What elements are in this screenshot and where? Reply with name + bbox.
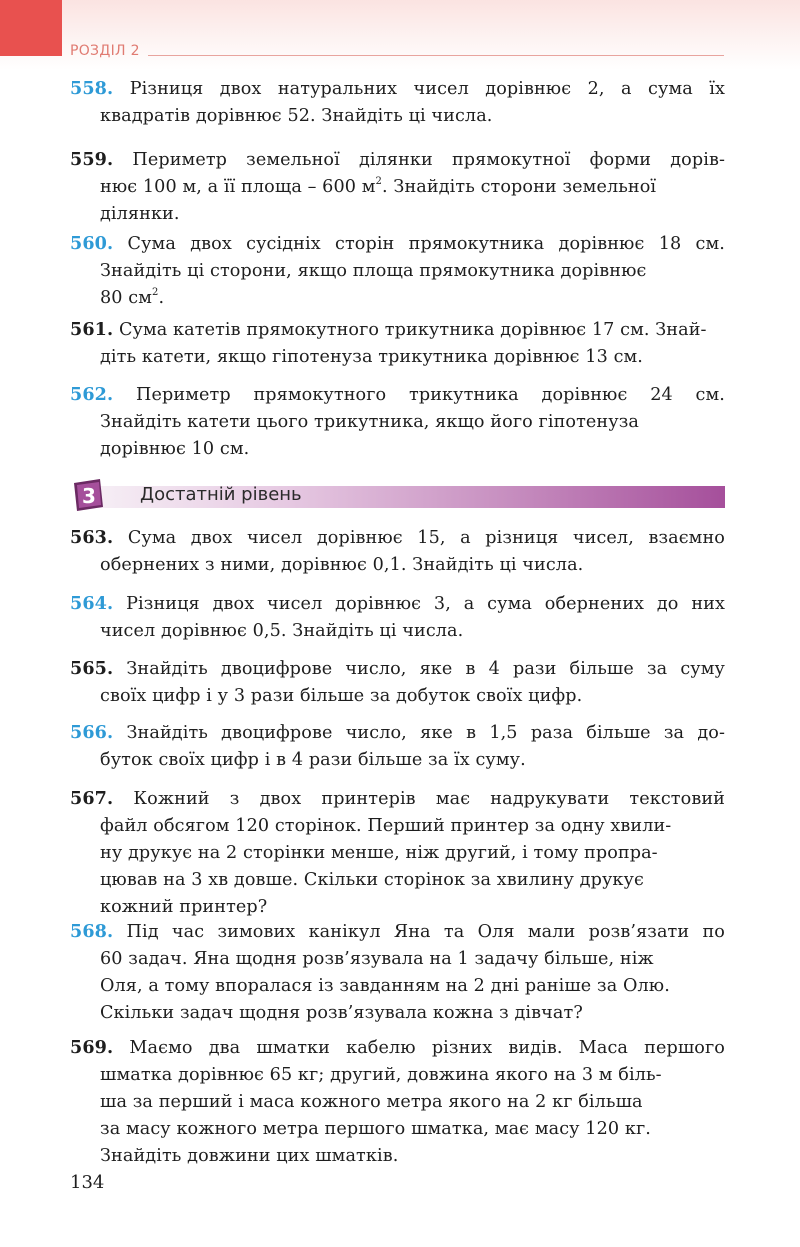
problem-text: буток своїх цифр і в 4 рази більше за їх суму. (100, 750, 526, 770)
problem-number: 567. (70, 788, 114, 809)
problem-text: дорівнює 10 см. (100, 439, 250, 459)
chapter-color-tab (0, 0, 62, 56)
problem-text: Сума двох чисел дорівнює 15, а різниця чисел, взаємно (127, 528, 725, 548)
problem-text: ну друкує на 2 сторінки менше, ніж другий, і тому пропра- (100, 843, 658, 863)
problem-number: 562. (70, 384, 114, 405)
problem-text: обернених з ними, дорівнює 0,1. Знайдіть ці числа. (100, 555, 584, 575)
problem-562 (70, 381, 725, 463)
problem-565 (70, 655, 725, 710)
problem-text: діть катети, якщо гіпотенуза трикутника дорівнює 13 см. (100, 347, 643, 367)
problem-567 (70, 785, 725, 921)
problem-text: Знайдіть двоцифрове число, яке в 1,5 раза більше за до- (126, 723, 725, 743)
problem-text: Кожний з двох принтерів має надрукувати текстовий (133, 789, 725, 809)
problem-text: Периметр земельної ділянки прямокутної форми дорів- (132, 150, 725, 170)
problem-number: 568. (70, 921, 114, 942)
problem-text: файл обсягом 120 сторінок. Перший принтер за одну хвили- (100, 816, 672, 836)
chapter-divider (148, 55, 724, 56)
problem-text: Маємо два шматки кабелю різних видів. Маса першого (129, 1038, 726, 1058)
problem-text: Скільки задач щодня розв’язувала кожна з дівчат? (100, 1003, 583, 1023)
level-title: Достатній рівень (140, 484, 302, 505)
problem-number: 559. (70, 149, 114, 170)
problem-number: 558. (70, 78, 114, 99)
problem-559 (70, 146, 725, 228)
problem-558 (70, 75, 725, 130)
superscript: 2 (375, 176, 383, 188)
superscript: 2 (152, 287, 159, 299)
problem-text: чисел дорівнює 0,5. Знайдіть ці числа. (100, 621, 464, 641)
problem-text: кожний принтер? (100, 897, 268, 917)
page-number: 134 (70, 1172, 105, 1193)
problem-text: Під час зимових канікул Яна та Оля мали розв’язати по (126, 922, 725, 942)
problem-569 (70, 1034, 725, 1170)
problem-number: 565. (70, 658, 114, 679)
problem-number: 569. (70, 1037, 114, 1058)
problem-text: . (158, 288, 165, 308)
problem-text: цював на 3 хв довше. Скільки сторінок за хвилину друкує (100, 870, 644, 890)
problem-text: 80 см (100, 288, 153, 308)
level-badge-number: 3 (82, 484, 96, 508)
problem-number: 560. (70, 233, 114, 254)
problem-text: Різниця двох чисел дорівнює 3, а сума обернених до них (126, 594, 726, 614)
problem-text: Знайдіть довжини цих шматків. (100, 1146, 399, 1166)
level-badge-icon (70, 477, 106, 513)
problem-563 (70, 524, 725, 579)
problem-text: квадратів дорівнює 52. Знайдіть ці числа. (100, 106, 493, 126)
problem-number: 564. (70, 593, 114, 614)
problem-text: нює 100 м, а її площа – 600 м (100, 177, 376, 197)
problem-560 (70, 230, 725, 312)
problem-text: Сума двох сусідніх сторін прямокутника дорівнює 18 см. (127, 234, 725, 254)
problem-number: 566. (70, 722, 114, 743)
problem-568 (70, 918, 725, 1027)
problem-text: Сума катетів прямокутного трикутника дорівнює 17 см. Знай- (118, 320, 707, 340)
problem-text: Оля, а тому впоралася із завданням на 2 дні раніше за Олю. (100, 976, 670, 996)
problem-text: Знайдіть двоцифрове число, яке в 4 рази більше за суму (126, 659, 725, 679)
problem-number: 563. (70, 527, 114, 548)
level-banner (70, 477, 725, 513)
problem-text: Різниця двох натуральних чисел дорівнює 2, а сума їх (129, 79, 725, 99)
problem-text: Знайдіть катети цього трикутника, якщо його гіпотенуза (100, 412, 639, 432)
problem-564 (70, 590, 725, 645)
problem-text: ша за перший і маса кожного метра якого на 2 кг більша (100, 1092, 643, 1112)
problem-number: 561. (70, 319, 114, 340)
problem-text: за масу кожного метра першого шматка, має масу 120 кг. (100, 1119, 651, 1139)
problem-text: 60 задач. Яна щодня розв’язувала на 1 задачу більше, ніж (100, 949, 654, 969)
problem-text: своїх цифр і у 3 рази більше за добуток своїх цифр. (100, 686, 583, 706)
chapter-label: РОЗДІЛ 2 (70, 43, 140, 59)
problem-text: Периметр прямокутного трикутника дорівнює 24 см. (136, 385, 725, 405)
problem-text: шматка дорівнює 65 кг; другий, довжина якого на 3 м біль- (100, 1065, 662, 1085)
problem-text: ділянки. (100, 204, 180, 224)
problem-text: . Знайдіть сторони земельної (382, 177, 657, 197)
problem-text: Знайдіть ці сторони, якщо площа прямокутника дорівнює (100, 261, 647, 281)
problem-561 (70, 316, 725, 371)
problem-566 (70, 719, 725, 774)
page-header-background (0, 0, 800, 70)
